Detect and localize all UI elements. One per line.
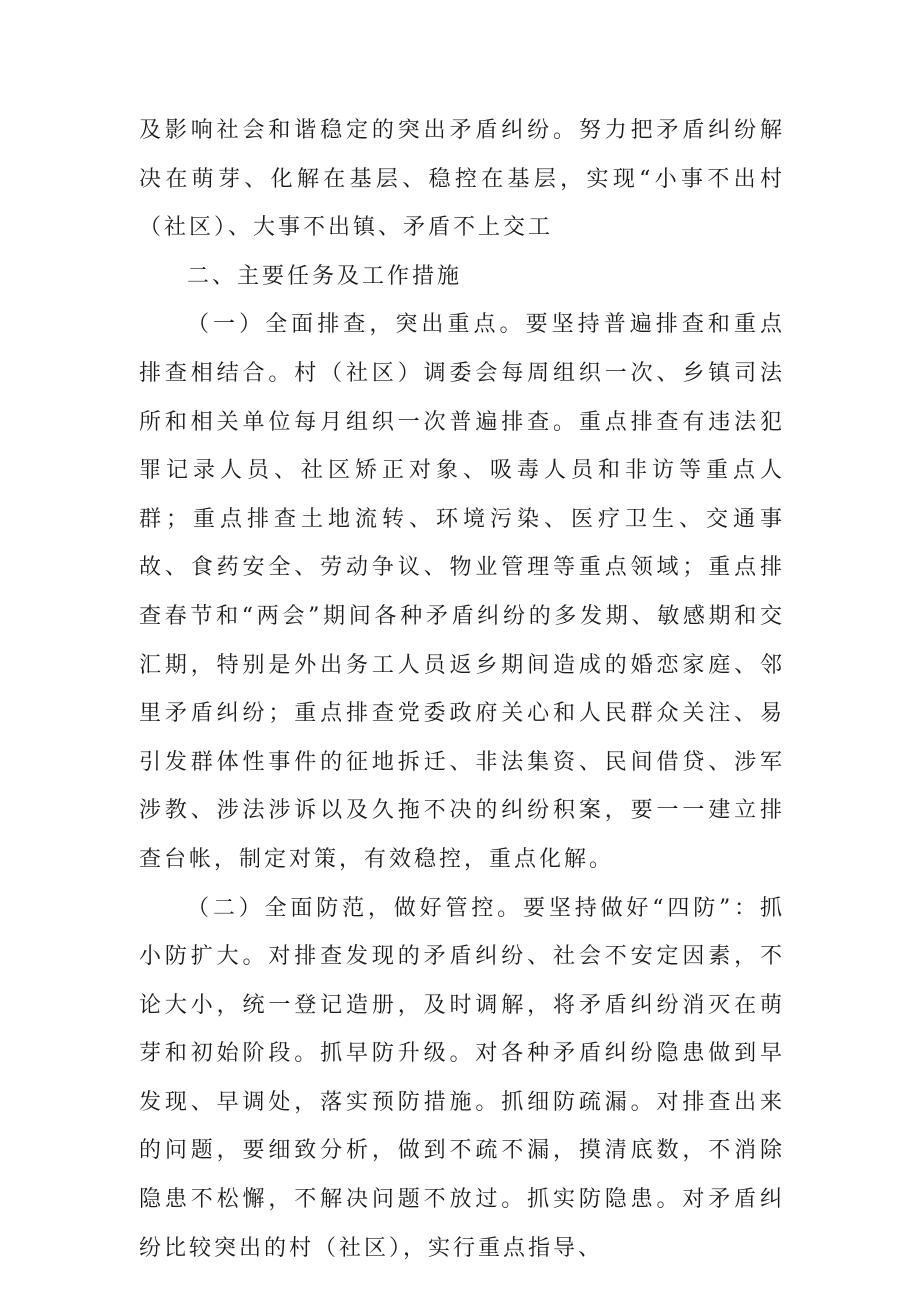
section-heading: 二、主要任务及工作措施 bbox=[187, 263, 463, 289]
paragraph-item-1: （一）全面排查，突出重点。要坚持普遍排查和重点排查相结合。村（社区）调委会每周组织一次、乡镇司法所和相关单位每月组织一次普遍排查。重点排查有违法犯罪记录人员、社区矫正对象、吸毒人员和非访等重点人群；重点排查土地流转、环境污染、医疗卫生、交通事故、食药安全、劳动争议、物业管理等重点领域；重点排查春节和“两会”期间各种矛盾纠纷的多发期、敏感期和交汇期，特别是外出务工人员返乡期间造成的婚恋家庭、邻里矛盾纠纷；重点排查党委政府关心和人民群众关注、易引发群体性事件的征地拆迁、非法集资、民间借贷、涉军涉教、涉法涉诉以及久拖不决的纠纷积案，要一一建立排查台帐，制定对策，有效稳控，重点化解。 bbox=[139, 312, 785, 872]
paragraph-continuation: 及影响社会和谐稳定的突出矛盾纠纷。努力把矛盾纠纷解决在萌芽、化解在基层、稳控在基层，实现“小事不出村（社区）、大事不出镇、矛盾不上交工 bbox=[139, 118, 785, 241]
document-body bbox=[139, 107, 785, 1273]
paragraph-item-2: （二）全面防范，做好管控。要坚持做好“四防”：抓小防扩大。对排查发现的矛盾纠纷、社会不安定因素，不论大小，统一登记造册，及时调解，将矛盾纠纷消灭在萌芽和初始阶段。抓早防升级。对各种矛盾纠纷隐患做到早发现、早调处，落实预防措施。抓细防疏漏。对排查出来的问题，要细致分析，做到不疏不漏，摸清底数，不消除隐患不松懈，不解决问题不放过。抓实防隐患。对矛盾纠纷比较突出的村（社区），实行重点指导、 bbox=[139, 895, 785, 1261]
